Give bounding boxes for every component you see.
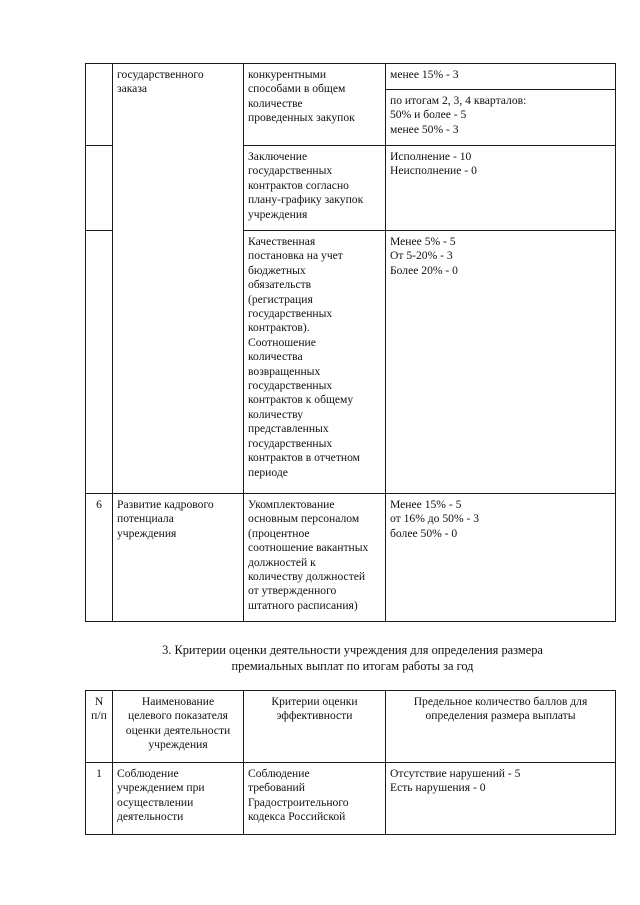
criterion-cell: Укомплектование основным персоналом (процентное соотношение вакантных должностей к количеству должностей от утвержденного штатного расписания) [244, 494, 386, 622]
criterion-cell: Качественная постановка на учет бюджетных обязательств (регистрация государственных контрактов). Соотношение количества возвращенных государственных контрактов к общему количеству представленных государственных контрактов в отчетном периоде [244, 231, 386, 494]
annual-bonus-criteria-table [85, 690, 616, 835]
criterion-cell: Заключение государственных контрактов согласно плану-графику закупок учреждения [244, 146, 386, 231]
header-criteria: Критерии оценки эффективности [244, 691, 386, 763]
header-score-limit: Предельное количество баллов для определения размера выплаты [386, 691, 616, 763]
score-values-cell: по итогам 2, 3, 4 кварталов: 50% и более - 5 менее 50% - 3 [386, 90, 616, 146]
target-indicator-cell: Развитие кадрового потенциала учреждения [113, 494, 244, 622]
score-values-cell: Менее 15% - 5 от 16% до 50% - 3 более 50% - 0 [386, 494, 616, 622]
row-number-cell: 1 [86, 763, 113, 835]
criterion-cell: Соблюдение требований Градостроительного кодекса Российской [244, 763, 386, 835]
header-number: N п/п [86, 691, 113, 763]
target-indicator-cell: государственного заказа [113, 64, 244, 494]
criterion-cell: конкурентными способами в общем количестве проведенных закупок [244, 64, 386, 146]
target-indicator-cell: Соблюдение учреждением при осуществлении деятельности [113, 763, 244, 835]
section-3-title: 3. Критерии оценки деятельности учреждения для определения размера премиальных выплат по итогам работы за год [162, 643, 543, 673]
row-number-cell [86, 146, 113, 231]
header-indicator-name: Наименование целевого показателя оценки деятельности учреждения [113, 691, 244, 763]
row-number-cell: 6 [86, 494, 113, 622]
score-values-cell: Отсутствие нарушений - 5 Есть нарушения - 0 [386, 763, 616, 835]
score-values-cell: Менее 5% - 5 От 5-20% - 3 Более 20% - 0 [386, 231, 616, 494]
score-values-cell: Исполнение - 10 Неисполнение - 0 [386, 146, 616, 231]
row-number-cell [86, 64, 113, 146]
row-number-cell [86, 231, 113, 494]
criteria-table-continued [85, 63, 616, 622]
score-values-cell: менее 15% - 3 [386, 64, 616, 90]
